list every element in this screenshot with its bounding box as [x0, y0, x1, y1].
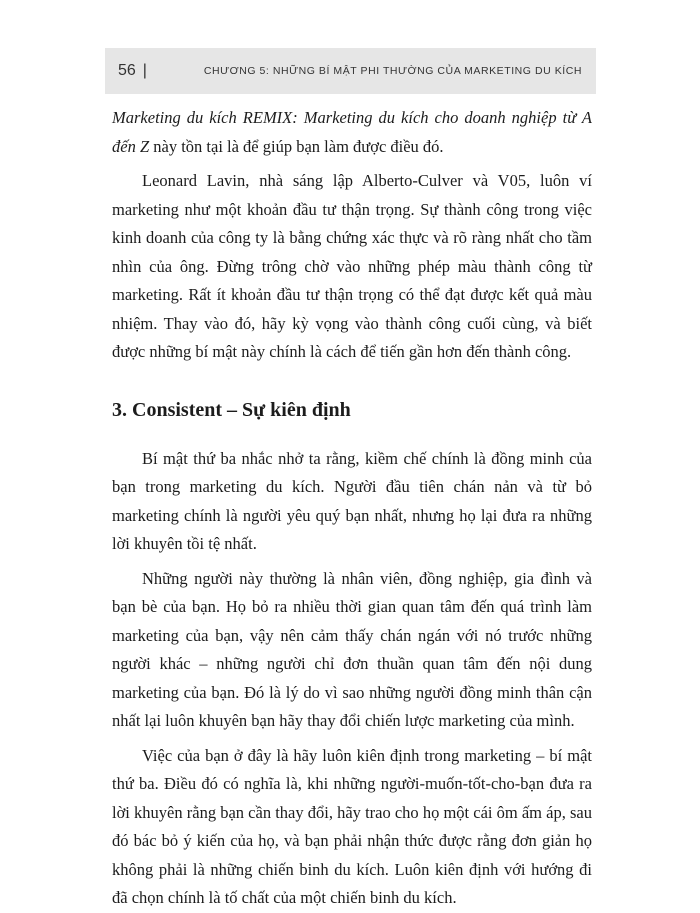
running-header: [105, 48, 596, 94]
section-heading: 3. Consistent – Sự kiên định: [112, 398, 351, 421]
page-number: 56: [118, 62, 136, 79]
page-body: [112, 104, 592, 913]
intro-paragraph: [112, 104, 592, 161]
intro-rest: này tồn tại là để giúp bạn làm được điều đó.: [149, 136, 444, 156]
paragraph-secret-three: Bí mật thứ ba nhắc nhở ta rằng, kiềm chế chính là đồng minh của bạn trong marketing du kích. Người đầu tiên chán nản và từ bỏ marketing chính là người yêu quý bạn nhất, nhưng họ lại đưa ra những lời khuyên tồi tệ nhất.: [112, 448, 592, 553]
paragraph-your-job: Việc của bạn ở đây là hãy luôn kiên định trong marketing – bí mật thứ ba. Điều đó có nghĩa là, khi những người-muốn-tốt-cho-bạn đưa ra lời khuyên rằng bạn cần thay đổi, hãy trao cho họ một cái ôm ấm áp, sau đó bác bỏ ý kiến của họ, và bạn phải nhận thức được rằng đơn giản họ không phải là những chiến binh du kích. Luôn kiên định với hướng đi đã chọn chính là tố chất của một chiến binh du kích.: [112, 745, 592, 907]
chapter-title: CHƯƠNG 5: NHỮNG BÍ MẬT PHI THƯỜNG CỦA MARKETING DU KÍCH: [203, 65, 582, 77]
book-title-italic: Marketing du kích REMIX: Marketing du kích cho doanh nghiệp từ A đến Z: [112, 108, 592, 156]
paragraph-lavin: Leonard Lavin, nhà sáng lập Alberto-Culver và V05, luôn ví marketing như một khoản đầu tư thận trọng. Sự thành công trong việc kinh doanh của công ty là bằng chứng xác thực và rõ ràng nhất cho tầm nhìn của ông. Đừng trông chờ vào những phép màu thành công từ marketing. Rất ít khoản đầu tư thận trọng có thể đạt được kết quả màu nhiệm. Thay vào đó, hãy kỳ vọng vào thành công cuối cùng, và biết được những bí mật này chính là cách để tiến gần hơn đến thành công.: [112, 171, 592, 361]
header-separator: |: [142, 62, 147, 79]
paragraph-close-people: Những người này thường là nhân viên, đồng nghiệp, gia đình và bạn bè của bạn. Họ bỏ ra nhiều thời gian quan tâm đến quá trình làm marketing của bạn, vậy nên cảm thấy chán ngán với nó trước những người khác – những người chỉ đơn thuần quan tâm đến nội dung marketing của bạn. Đó là lý do vì sao những người đồng minh thân cận nhất lại luôn khuyên bạn hãy thay đổi chiến lược marketing của mình.: [112, 568, 592, 730]
